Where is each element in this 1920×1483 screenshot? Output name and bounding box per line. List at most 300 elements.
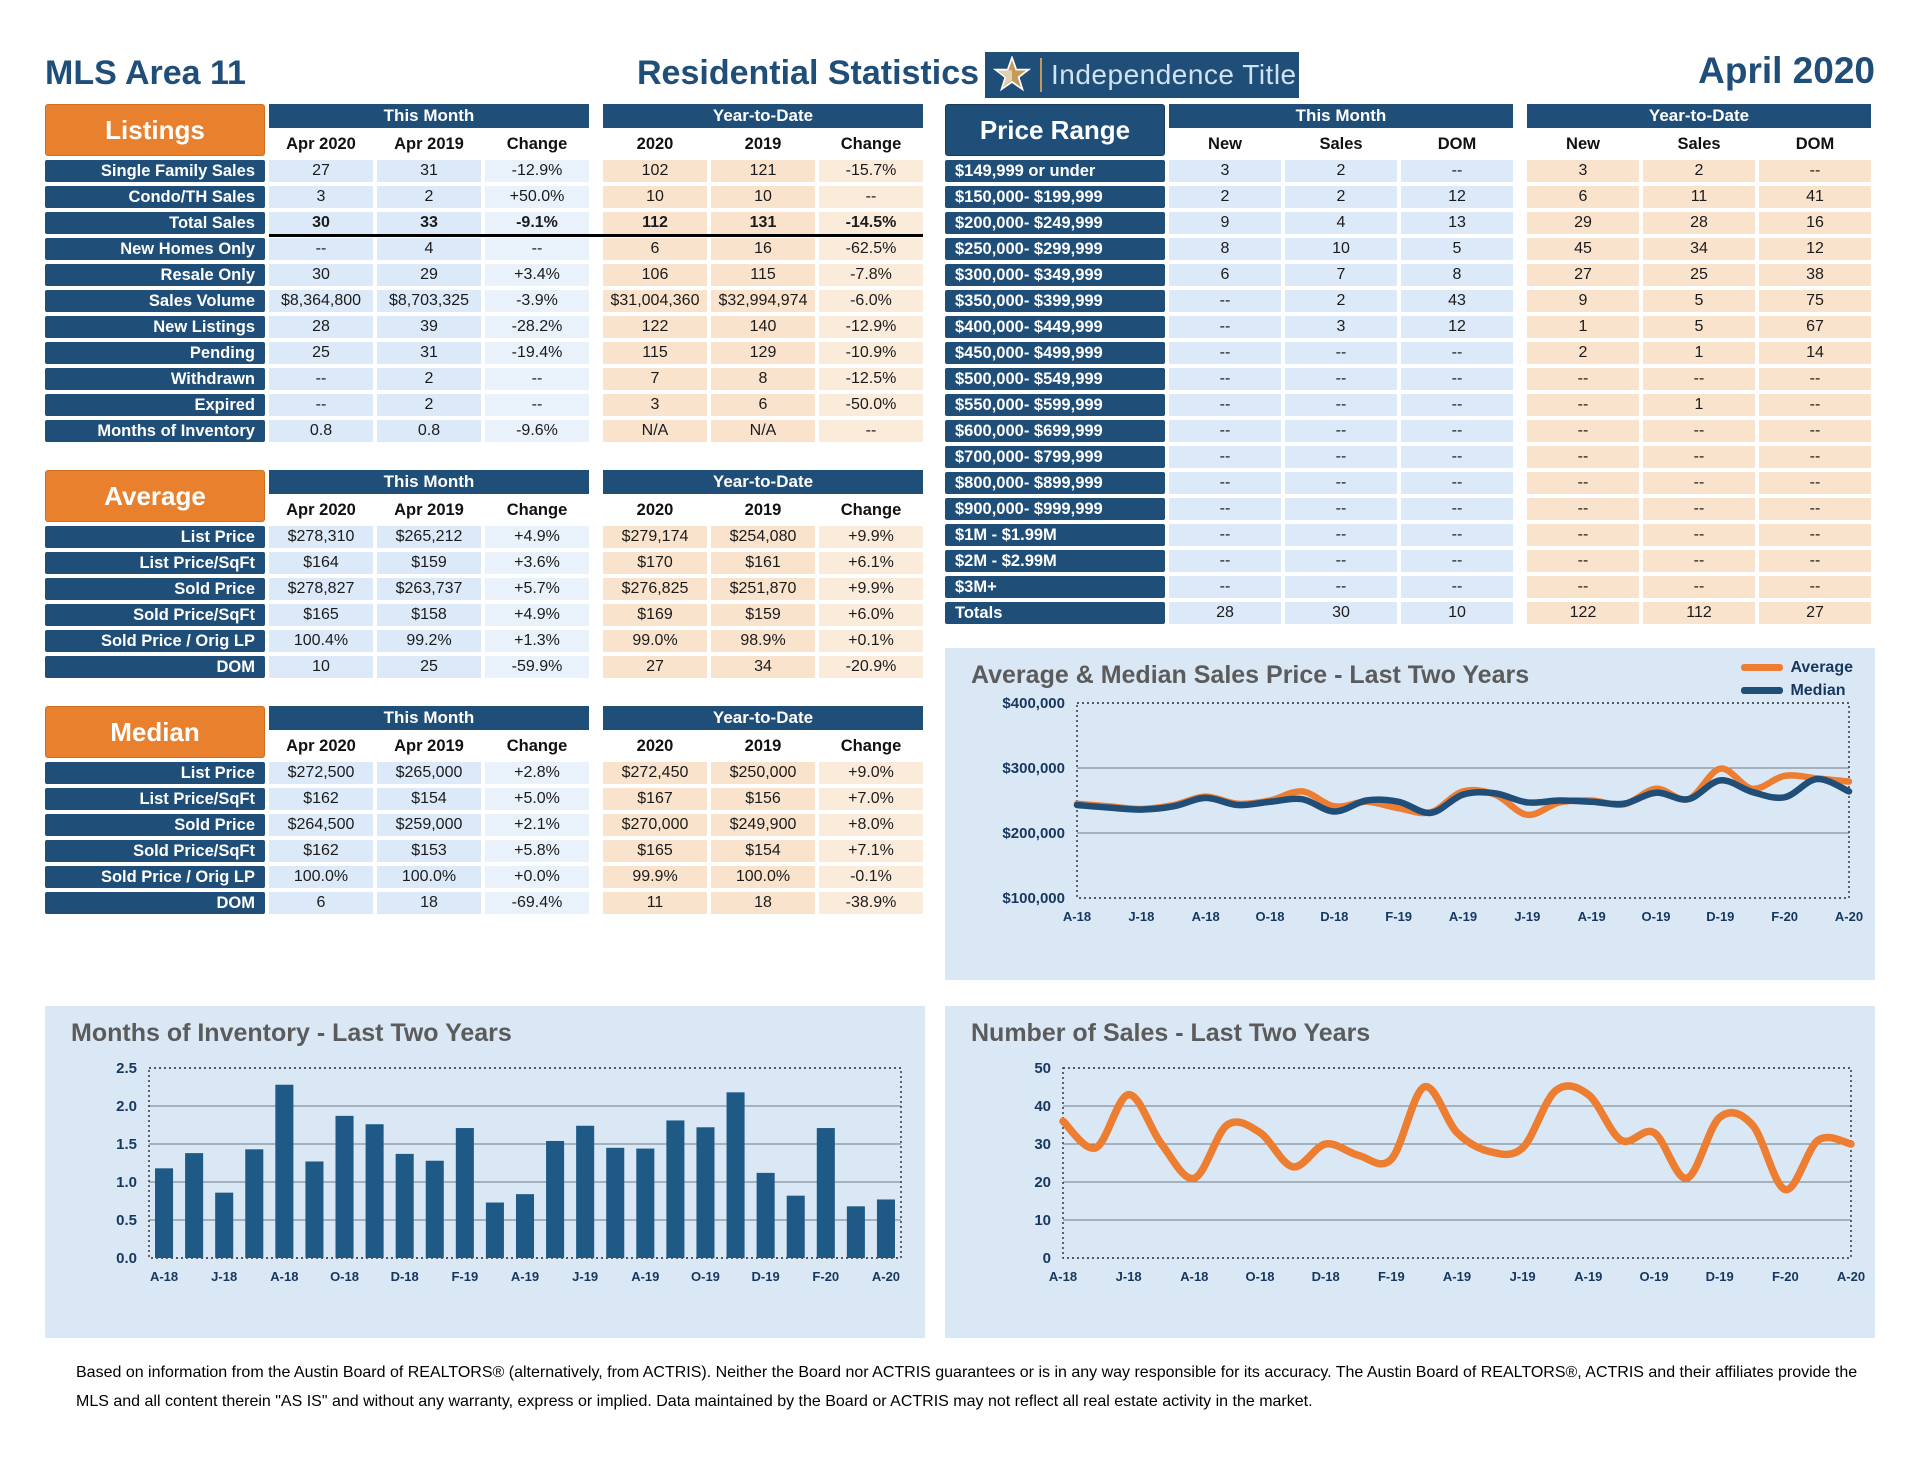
table-cell: 29 [1527,212,1639,234]
line-chart-svg [945,1006,1875,1338]
disclaimer [76,1358,1876,1416]
table-cell: +5.0% [485,788,589,810]
x-axis-label: F-20 [812,1269,840,1284]
section-header: Price Range [945,104,1165,156]
table-cell: -59.9% [485,656,589,678]
table-cell: -- [1169,420,1281,442]
table-cell: $159 [377,552,481,574]
table-cell: 8 [711,368,815,390]
table-cell: -7.8% [819,264,923,286]
table-cell: $265,212 [377,526,481,548]
median-table [45,706,923,914]
row-label: $800,000- $899,999 [945,472,1165,494]
table-cell: -- [1643,368,1755,390]
table-cell: -- [1759,420,1871,442]
table-cell: 27 [1759,602,1871,624]
y-axis-label: 2.5 [116,1060,137,1077]
table-cell: 39 [377,316,481,338]
x-axis-label: A-19 [1442,1269,1472,1284]
table-cell: +7.0% [819,788,923,810]
chart-title: Number of Sales - Last Two Years [971,1019,1371,1047]
table-cell: -- [1759,498,1871,520]
row-label: $3M+ [945,576,1165,598]
table-cell: $8,703,325 [377,290,481,312]
row-label: Sold Price [45,814,265,836]
table-cell: $164 [269,552,373,574]
table-cell: +6.0% [819,604,923,626]
table-cell: -12.9% [485,160,589,182]
table-cell: $264,500 [269,814,373,836]
table-cell: +9.9% [819,578,923,600]
table-cell: +2.8% [485,762,589,784]
table-cell: +9.0% [819,762,923,784]
row-label: $600,000- $699,999 [945,420,1165,442]
column-header: 2019 [744,736,782,755]
row-label: Resale Only [45,264,265,286]
table-cell: -- [1401,160,1513,182]
table-cell: +0.0% [485,866,589,888]
y-axis-label: 0.0 [116,1250,137,1267]
y-axis-label: 30 [1034,1136,1051,1153]
table-cell: -- [1527,446,1639,468]
table-cell: -- [1401,576,1513,598]
bar [426,1161,444,1258]
bar [335,1116,353,1258]
table-cell: -- [1759,160,1871,182]
table-cell: -- [1285,446,1397,468]
table-cell: -- [1285,368,1397,390]
table-cell: 13 [1401,212,1513,234]
group-header-ytd: Year-to-Date [1527,104,1871,128]
row-label: Condo/TH Sales [45,186,265,208]
table-cell: -- [1401,498,1513,520]
table-cell: -- [1759,446,1871,468]
row-label: $200,000- $249,999 [945,212,1165,234]
table-cell: -19.4% [485,342,589,364]
table-cell: $154 [711,840,815,862]
table-cell: 16 [1759,212,1871,234]
table-cell: 43 [1401,290,1513,312]
bar [817,1128,835,1258]
table-cell: $31,004,360 [603,290,707,312]
table-cell: $156 [711,788,815,810]
bar [305,1161,323,1258]
table-cell: $159 [711,604,815,626]
table-cell: 115 [711,264,815,286]
table-cell: 6 [711,394,815,416]
table-cell: +4.9% [485,526,589,548]
table-cell: 34 [1643,238,1755,260]
table-cell: $251,870 [711,578,815,600]
listings-table [45,104,923,442]
x-axis-label: A-20 [871,1269,901,1284]
table-cell: $169 [603,604,707,626]
table-cell: -6.0% [819,290,923,312]
avg-median-sales-price-chart [945,648,1875,980]
x-axis-label: A-19 [631,1269,660,1284]
y-axis-label: 50 [1034,1060,1051,1077]
report-period: April 2020 [1698,50,1875,91]
row-label: New Listings [45,316,265,338]
row-label: Totals [945,602,1165,624]
table-cell: -9.6% [485,420,589,442]
table-cell: -- [819,420,923,442]
x-axis-label: D-19 [1706,909,1735,924]
row-label: Single Family Sales [45,160,265,182]
row-label: List Price [45,526,265,548]
total-sales-underline [269,234,923,237]
table-cell: 11 [1643,186,1755,208]
table-cell: 5 [1401,238,1513,260]
table-cell: -- [819,186,923,208]
column-header: Change [840,736,902,755]
bar [546,1141,564,1258]
table-cell: 2 [1285,186,1397,208]
row-label: $1M - $1.99M [945,524,1165,546]
row-label: $300,000- $349,999 [945,264,1165,286]
table-cell: -- [1401,446,1513,468]
table-cell: -- [1527,498,1639,520]
table-cell: 2 [377,186,481,208]
table-cell: -- [1527,524,1639,546]
column-header: Apr 2019 [394,134,464,153]
bar [877,1199,895,1258]
table-cell: 2 [377,368,481,390]
row-label: Sold Price / Orig LP [45,866,265,888]
table-cell: 25 [269,342,373,364]
x-axis-label: A-18 [149,1269,179,1284]
table-cell: 34 [711,656,815,678]
table-cell: -- [1643,446,1755,468]
row-label: $500,000- $549,999 [945,368,1165,390]
row-label: Expired [45,394,265,416]
table-cell: -- [269,368,373,390]
bar [185,1153,203,1258]
bar [847,1206,865,1258]
y-axis-label: 0 [1042,1250,1051,1267]
table-cell: -- [1169,550,1281,572]
table-cell: -- [1169,524,1281,546]
column-header: 2019 [744,500,782,519]
y-axis-label: 1.0 [116,1174,137,1191]
table-cell: -10.9% [819,342,923,364]
row-label: List Price [45,762,265,784]
table-cell: 121 [711,160,815,182]
table-cell: 25 [377,656,481,678]
table-cell: 0.8 [377,420,481,442]
table-cell: 10 [711,186,815,208]
table-cell: -- [1169,394,1281,416]
table-cell: -- [1401,472,1513,494]
table-cell: -28.2% [485,316,589,338]
group-header-ytd: Year-to-Date [603,470,923,494]
section-header: Listings [45,104,265,156]
table-cell: -- [1759,524,1871,546]
row-label: Sold Price [45,578,265,600]
table-cell: N/A [603,420,707,442]
table-cell: 129 [711,342,815,364]
table-cell: -9.1% [485,212,589,234]
table-cell: -- [1285,394,1397,416]
table-cell: -50.0% [819,394,923,416]
table-cell: $249,900 [711,814,815,836]
table-cell: +50.0% [485,186,589,208]
x-axis-label: F-20 [1771,1269,1799,1284]
table-cell: 2 [1285,160,1397,182]
table-cell: 12 [1401,316,1513,338]
chart-title: Average & Median Sales Price - Last Two Years [971,661,1530,689]
row-label: Sold Price/SqFt [45,604,265,626]
x-axis-label: J-18 [211,1269,238,1284]
bar [636,1149,654,1258]
table-cell: $170 [603,552,707,574]
table-cell: $254,080 [711,526,815,548]
table-cell: 30 [269,212,373,234]
table-cell: 29 [377,264,481,286]
plot-frame [1063,1068,1851,1258]
x-axis-label: A-20 [1836,1269,1866,1284]
table-cell: -- [1527,368,1639,390]
table-cell: -- [1643,550,1755,572]
table-cell: $278,310 [269,526,373,548]
column-header: Sales [1319,134,1363,153]
bar [486,1203,504,1258]
x-axis-label: A-19 [1577,909,1606,924]
average-table [45,470,923,678]
y-axis-label: 1.5 [116,1136,137,1153]
table-cell: 106 [603,264,707,286]
table-cell: $161 [711,552,815,574]
x-axis-label: O-18 [330,1269,359,1284]
x-axis-label: A-18 [1048,1269,1078,1284]
column-header: Apr 2019 [394,736,464,755]
report-title: Residential Statistics [637,54,980,92]
report-header [45,46,1875,100]
table-cell: 10 [1285,238,1397,260]
bar [727,1092,745,1258]
group-header-this-month: This Month [269,706,589,730]
table-cell: 112 [1643,602,1755,624]
row-label: List Price/SqFt [45,788,265,810]
table-cell: 45 [1527,238,1639,260]
column-header: Sales [1677,134,1721,153]
group-header-this-month: This Month [1169,104,1513,128]
table-cell: -- [1169,316,1281,338]
row-label: Total Sales [45,212,265,234]
y-axis-label: 10 [1034,1212,1051,1229]
table-cell: -- [1169,472,1281,494]
column-header: Apr 2020 [286,500,356,519]
table-cell: -12.9% [819,316,923,338]
x-axis-label: D-19 [1705,1269,1734,1284]
table-cell: 38 [1759,264,1871,286]
table-cell: 12 [1401,186,1513,208]
table-cell: -- [1169,342,1281,364]
y-axis-label: $300,000 [1002,760,1065,777]
table-cell: -14.5% [819,212,923,234]
table-cell: 16 [711,238,815,260]
table-cell: 25 [1643,264,1755,286]
x-axis-label: O-19 [691,1269,720,1284]
row-label: Sold Price / Orig LP [45,630,265,652]
table-cell: 100.4% [269,630,373,652]
table-cell: 18 [711,892,815,914]
column-header: New [1208,134,1242,153]
x-axis-label: O-18 [1255,909,1285,924]
table-cell: $165 [603,840,707,862]
table-cell: 2 [1285,290,1397,312]
x-axis-label: O-19 [1641,909,1671,924]
table-cell: 2 [1527,342,1639,364]
table-cell: -- [1285,498,1397,520]
table-cell: +6.1% [819,552,923,574]
table-cell: $153 [377,840,481,862]
logo-divider [1040,58,1042,92]
table-cell: 122 [1527,602,1639,624]
table-cell: -15.7% [819,160,923,182]
table-cell: $162 [269,788,373,810]
table-cell: $250,000 [711,762,815,784]
table-cell: 3 [1285,316,1397,338]
table-cell: $272,450 [603,762,707,784]
bar [696,1127,714,1258]
table-cell: 6 [1169,264,1281,286]
x-axis-label: F-20 [1771,909,1799,924]
table-cell: $263,737 [377,578,481,600]
x-axis-label: F-19 [1385,909,1413,924]
sales-series-line [1063,1086,1851,1190]
table-cell: 6 [269,892,373,914]
table-cell: $278,827 [269,578,373,600]
column-header: DOM [1795,134,1835,153]
row-label: $150,000- $199,999 [945,186,1165,208]
row-label: $2M - $2.99M [945,550,1165,572]
table-cell: -- [1285,420,1397,442]
x-axis-label: J-19 [1514,909,1541,924]
x-axis-label: A-18 [1062,909,1092,924]
table-cell: 3 [269,186,373,208]
table-cell: +5.7% [485,578,589,600]
column-header: DOM [1437,134,1477,153]
table-cell: 131 [711,212,815,234]
table-cell: 8 [1169,238,1281,260]
row-label: DOM [45,656,265,678]
table-cell: 10 [603,186,707,208]
table-cell: 100.0% [711,866,815,888]
y-axis-label: 2.0 [116,1098,137,1115]
table-cell: 115 [603,342,707,364]
table-cell: -- [1401,420,1513,442]
table-cell: -- [1643,576,1755,598]
table-cell: -- [1401,368,1513,390]
table-cell: -- [1285,550,1397,572]
table-cell: 14 [1759,342,1871,364]
x-axis-label: D-18 [390,1269,419,1284]
table-cell: -38.9% [819,892,923,914]
column-header: Apr 2020 [286,134,356,153]
table-cell: 99.0% [603,630,707,652]
column-header: 2020 [636,134,674,153]
table-cell: -- [1527,550,1639,572]
table-cell: 4 [377,238,481,260]
table-cell: 3 [603,394,707,416]
x-axis-label: J-18 [1115,1269,1142,1284]
table-cell: 100.0% [377,866,481,888]
table-cell: 5 [1643,290,1755,312]
table-cell: -- [1759,472,1871,494]
bar [456,1128,474,1258]
table-cell: $265,000 [377,762,481,784]
group-header-this-month: This Month [269,104,589,128]
row-label: List Price/SqFt [45,552,265,574]
x-axis-label: D-18 [1320,909,1349,924]
table-cell: $259,000 [377,814,481,836]
table-cell: 6 [603,238,707,260]
table-cell: N/A [711,420,815,442]
x-axis-label: A-18 [1180,1269,1209,1284]
table-cell: 140 [711,316,815,338]
table-cell: -- [1527,472,1639,494]
table-cell: 2 [1169,186,1281,208]
x-axis-label: J-19 [1509,1269,1536,1284]
table-cell: 27 [603,656,707,678]
row-label: $550,000- $599,999 [945,394,1165,416]
row-label: New Homes Only [45,238,265,260]
table-cell: 9 [1527,290,1639,312]
table-cell: $8,364,800 [269,290,373,312]
bar [215,1193,233,1258]
y-axis-label: 0.5 [116,1212,137,1229]
table-cell: 27 [269,160,373,182]
bar [606,1148,624,1258]
table-cell: $279,174 [603,526,707,548]
table-cell: -- [485,368,589,390]
table-cell: $167 [603,788,707,810]
table-cell: +7.1% [819,840,923,862]
table-cell: -- [1401,550,1513,572]
table-cell: -- [1285,472,1397,494]
table-cell: -- [269,238,373,260]
column-header: Change [506,736,568,755]
bar [275,1085,293,1258]
row-label: $450,000- $499,999 [945,342,1165,364]
table-cell: 8 [1401,264,1513,286]
table-cell: 102 [603,160,707,182]
table-cell: -- [269,394,373,416]
table-cell: +3.4% [485,264,589,286]
table-cell: -- [1169,368,1281,390]
table-cell: 99.2% [377,630,481,652]
y-axis-label: $400,000 [1002,695,1065,712]
disclaimer-line-1: Based on information from the Austin Board of REALTORS® (alternatively, from ACTRIS). Neither the Board nor ACTRIS guarantees or is in any way responsible for its accuracy. The Austin Board of REALTORS®, ACTRIS and their affiliates provide the [76,1364,1858,1381]
table-cell: -3.9% [485,290,589,312]
table-cell: 99.9% [603,866,707,888]
bar [396,1154,414,1258]
table-cell: -- [1285,524,1397,546]
table-cell: 6 [1527,186,1639,208]
y-axis-label: 20 [1034,1174,1051,1191]
x-axis-label: A-20 [1834,909,1864,924]
table-cell: 28 [269,316,373,338]
table-cell: -62.5% [819,238,923,260]
star-icon [993,56,1031,94]
table-cell: $158 [377,604,481,626]
y-axis-label: 40 [1034,1098,1051,1115]
table-cell: 31 [377,160,481,182]
table-cell: -12.5% [819,368,923,390]
x-axis-label: A-18 [270,1269,299,1284]
table-cell: 33 [377,212,481,234]
